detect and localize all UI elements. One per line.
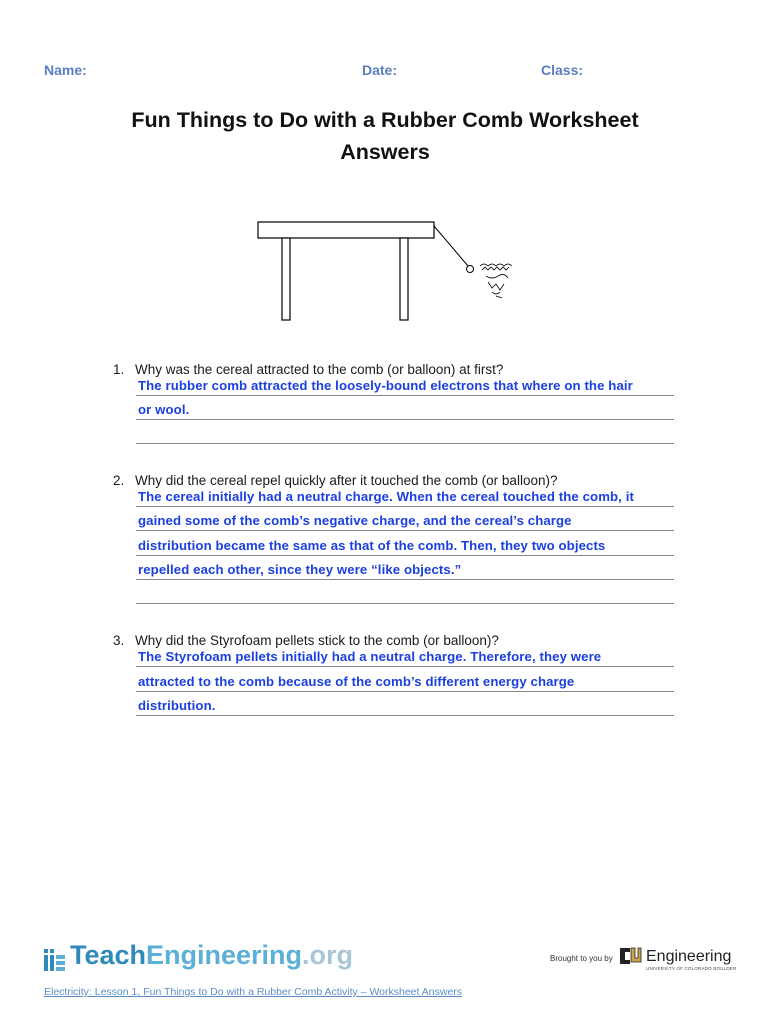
answer-text: The rubber comb attracted the loosely-bound electrons that where on the hair (138, 378, 633, 393)
answer-text: The cereal initially had a neutral charge. When the cereal touched the comb, it (138, 489, 634, 504)
name-label: Name: (44, 62, 87, 78)
page-title (60, 104, 710, 168)
logo-org-text: .org (302, 940, 354, 970)
comb-sketch (480, 264, 512, 298)
table-leg-right (400, 238, 408, 320)
answer-text: or wool. (138, 402, 190, 417)
question-3-text: Why did the Styrofoam pellets stick to the comb (or balloon)? (135, 633, 499, 648)
table-leg-left (282, 238, 290, 320)
table-comb-illustration (250, 212, 530, 324)
page-title-line1: Fun Things to Do with a Rubber Comb Worksheet (131, 108, 639, 132)
answer-line[interactable] (136, 483, 674, 507)
answer-line[interactable] (136, 580, 674, 604)
question-2-text: Why did the cereal repel quickly after it touched the comb (or balloon)? (135, 473, 558, 488)
brought-to-you-by: Brought to you by (550, 954, 613, 963)
engineering-logo-subtitle: UNIVERSITY OF COLORADO BOULDER (646, 966, 737, 971)
page-title-line2: Answers (340, 140, 430, 164)
answer-text: repelled each other, since they were “like objects.” (138, 562, 462, 577)
engineering-logo-word: Engineering (646, 948, 732, 965)
answer-line[interactable] (136, 372, 674, 396)
answer-line[interactable] (136, 396, 674, 420)
answer-line[interactable] (136, 532, 674, 556)
table-top (258, 222, 434, 238)
cereal-piece (467, 266, 474, 273)
footer-link[interactable]: Electricity: Lesson 1, Fun Things to Do with a Rubber Comb Activity – Worksheet Answers (44, 986, 463, 998)
logo-engineering-text: Engineering (146, 940, 303, 970)
teachengineering-mark-icon (44, 949, 66, 971)
answer-text: distribution became the same as that of the comb. Then, they two objects (138, 538, 606, 553)
question-1-number: 1. (113, 362, 125, 377)
answer-text: distribution. (138, 698, 216, 713)
answer-line[interactable] (136, 692, 674, 716)
date-label: Date: (362, 62, 398, 78)
class-label: Class: (541, 62, 584, 78)
cu-logo-icon (618, 944, 642, 968)
answer-line[interactable] (136, 668, 674, 692)
question-2-number: 2. (113, 473, 125, 488)
answer-text: The Styrofoam pellets initially had a neutral charge. Therefore, they were (138, 649, 602, 664)
answer-text: gained some of the comb’s negative charge, and the cereal’s charge (138, 513, 572, 528)
answer-text: attracted to the comb because of the comb’s different energy charge (138, 674, 575, 689)
answer-line[interactable] (136, 556, 674, 580)
logo-teach-text: Teach (70, 940, 147, 970)
answer-line[interactable] (136, 420, 674, 444)
answer-line[interactable] (136, 643, 674, 667)
question-1-text: Why was the cereal attracted to the comb (or balloon) at first? (135, 362, 504, 377)
answer-line[interactable] (136, 507, 674, 531)
question-3-number: 3. (113, 633, 125, 648)
thread (434, 226, 468, 266)
